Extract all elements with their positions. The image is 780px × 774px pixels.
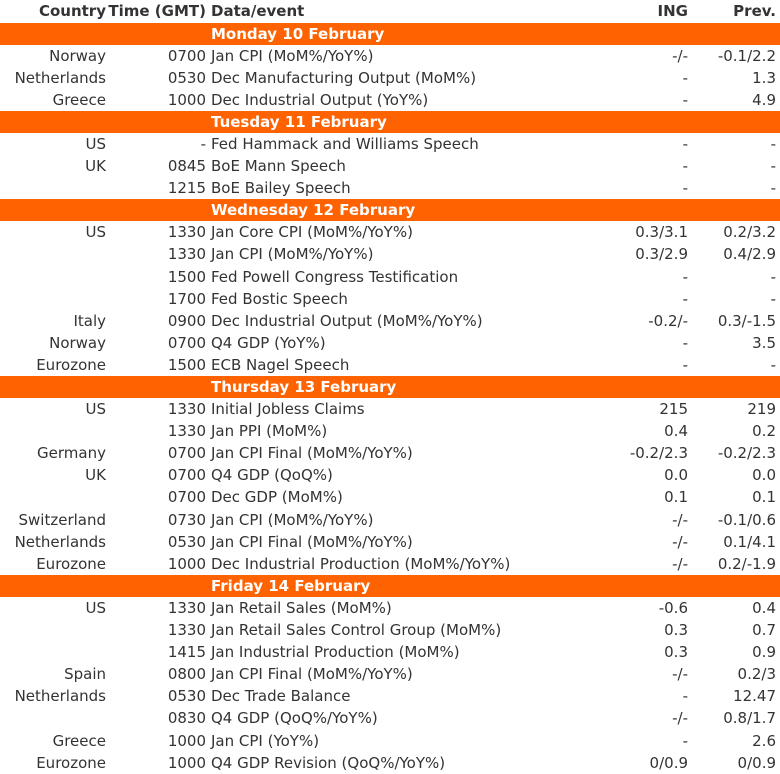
cell-country: US xyxy=(85,400,106,419)
cell-ing-forecast: -/- xyxy=(672,532,688,551)
cell-event: Jan CPI (MoM%/YoY%) xyxy=(211,245,374,264)
cell-event: Dec Industrial Output (YoY%) xyxy=(211,90,429,109)
cell-previous: 0.2/3 xyxy=(737,665,776,684)
table-row xyxy=(0,89,780,111)
cell-ing-forecast: - xyxy=(682,289,688,308)
table-row xyxy=(0,531,780,553)
column-header-country: Country xyxy=(38,2,106,20)
cell-time: 1215 xyxy=(167,179,206,198)
column-header-ing: ING xyxy=(657,2,688,20)
cell-ing-forecast: - xyxy=(682,267,688,286)
table-row xyxy=(0,243,780,265)
cell-previous: 3.5 xyxy=(752,333,776,352)
day-label: Tuesday 11 February xyxy=(211,112,387,131)
cell-ing-forecast: 0.4 xyxy=(664,422,688,441)
cell-country: Netherlands xyxy=(14,687,106,706)
day-sections xyxy=(0,23,780,774)
cell-previous: 4.9 xyxy=(752,90,776,109)
cell-country: Eurozone xyxy=(36,554,106,573)
cell-event: Dec Industrial Output (MoM%/YoY%) xyxy=(211,311,483,330)
table-row xyxy=(0,486,780,508)
cell-country: Greece xyxy=(52,90,106,109)
cell-time: 0700 xyxy=(167,444,206,463)
cell-event: Jan Retail Sales (MoM%) xyxy=(211,598,392,617)
cell-ing-forecast: -/- xyxy=(672,510,688,529)
day-header-row xyxy=(0,111,780,133)
cell-event: Dec GDP (MoM%) xyxy=(211,488,343,507)
cell-time: 1330 xyxy=(167,245,206,264)
column-header-prev: Prev. xyxy=(733,2,776,20)
table-header-row xyxy=(0,0,780,23)
table-row xyxy=(0,310,780,332)
cell-ing-forecast: - xyxy=(682,90,688,109)
cell-time: 1330 xyxy=(167,223,206,242)
cell-ing-forecast: -/- xyxy=(672,46,688,65)
cell-previous: - xyxy=(770,267,776,286)
table-row xyxy=(0,685,780,707)
cell-event: BoE Mann Speech xyxy=(211,157,346,176)
table-row xyxy=(0,398,780,420)
day-label: Friday 14 February xyxy=(211,576,371,595)
table-row xyxy=(0,619,780,641)
cell-event: Jan Retail Sales Control Group (MoM%) xyxy=(211,621,502,640)
cell-time: 0530 xyxy=(167,687,206,706)
cell-time: 1000 xyxy=(167,753,206,772)
cell-country: Norway xyxy=(49,46,106,65)
cell-previous: 0.2/3.2 xyxy=(723,223,776,242)
column-header-event: Data/event xyxy=(211,2,305,20)
cell-country: Netherlands xyxy=(14,532,106,551)
cell-country: US xyxy=(85,598,106,617)
cell-ing-forecast: - xyxy=(682,333,688,352)
cell-country: Spain xyxy=(64,665,106,684)
cell-time: 1330 xyxy=(167,598,206,617)
cell-previous: -0.1/0.6 xyxy=(717,510,776,529)
table-row xyxy=(0,597,780,619)
cell-ing-forecast: - xyxy=(682,355,688,374)
cell-time: 1500 xyxy=(167,267,206,286)
cell-event: Jan Core CPI (MoM%/YoY%) xyxy=(211,223,413,242)
cell-ing-forecast: 0.3/3.1 xyxy=(635,223,688,242)
day-header-row xyxy=(0,23,780,45)
table-row xyxy=(0,641,780,663)
cell-ing-forecast: 0.0 xyxy=(664,466,688,485)
day-header-row xyxy=(0,575,780,597)
cell-previous: -0.2/2.3 xyxy=(717,444,776,463)
cell-ing-forecast: - xyxy=(682,68,688,87)
cell-ing-forecast: - xyxy=(682,179,688,198)
cell-country: UK xyxy=(85,466,106,485)
table-row xyxy=(0,67,780,89)
cell-previous: - xyxy=(770,157,776,176)
cell-time: 1415 xyxy=(167,643,206,662)
table-row xyxy=(0,133,780,155)
table-row xyxy=(0,155,780,177)
day-label: Wednesday 12 February xyxy=(211,201,416,220)
day-label: Thursday 13 February xyxy=(211,378,397,396)
table-row xyxy=(0,266,780,288)
cell-ing-forecast: 215 xyxy=(659,400,688,419)
cell-ing-forecast: - xyxy=(682,157,688,176)
column-header-time: Time (GMT) xyxy=(108,2,206,20)
cell-event: Jan CPI Final (MoM%/YoY%) xyxy=(211,444,413,463)
cell-time: 0700 xyxy=(167,333,206,352)
cell-previous: - xyxy=(770,289,776,308)
cell-time: 0730 xyxy=(167,510,206,529)
cell-previous: 0.4/2.9 xyxy=(723,245,776,264)
cell-country: US xyxy=(85,223,106,242)
cell-previous: 0.9 xyxy=(752,643,776,662)
cell-time: 1000 xyxy=(167,731,206,750)
table-row xyxy=(0,332,780,354)
table-row xyxy=(0,509,780,531)
cell-previous: 0.0 xyxy=(752,466,776,485)
day-label: Monday 10 February xyxy=(211,24,385,43)
cell-ing-forecast: -/- xyxy=(672,665,688,684)
cell-time: - xyxy=(200,134,206,153)
cell-time: 0530 xyxy=(167,68,206,87)
cell-event: Q4 GDP Revision (QoQ%/YoY%) xyxy=(211,753,446,772)
table-row xyxy=(0,420,780,442)
cell-event: Initial Jobless Claims xyxy=(211,400,365,419)
cell-country: Greece xyxy=(52,731,106,750)
cell-country: US xyxy=(85,134,106,153)
table-row xyxy=(0,730,780,752)
cell-ing-forecast: -0.2/- xyxy=(648,311,688,330)
cell-time: 0845 xyxy=(167,157,206,176)
cell-previous: 0.1/4.1 xyxy=(723,532,776,551)
cell-previous: - xyxy=(770,355,776,374)
cell-event: Jan CPI (MoM%/YoY%) xyxy=(211,510,374,529)
cell-ing-forecast: 0.1 xyxy=(664,488,688,507)
cell-event: Fed Hammack and Williams Speech xyxy=(211,134,479,153)
table-row xyxy=(0,45,780,67)
cell-event: Dec Industrial Production (MoM%/YoY%) xyxy=(211,554,511,573)
cell-event: Jan Industrial Production (MoM%) xyxy=(211,643,460,662)
cell-event: Jan CPI (YoY%) xyxy=(211,731,320,750)
cell-previous: - xyxy=(770,134,776,153)
cell-ing-forecast: 0/0.9 xyxy=(649,753,688,772)
cell-time: 1330 xyxy=(167,422,206,441)
cell-previous: 0.1 xyxy=(752,488,776,507)
cell-event: Jan CPI Final (MoM%/YoY%) xyxy=(211,532,413,551)
cell-time: 1500 xyxy=(167,355,206,374)
cell-time: 1330 xyxy=(167,400,206,419)
cell-previous: 2.6 xyxy=(752,731,776,750)
table-row xyxy=(0,354,780,376)
cell-ing-forecast: -0.6 xyxy=(658,598,688,617)
cell-ing-forecast: - xyxy=(682,731,688,750)
cell-ing-forecast: - xyxy=(682,687,688,706)
cell-ing-forecast: 0.3 xyxy=(664,643,688,662)
table-row xyxy=(0,464,780,486)
cell-ing-forecast: -0.2/2.3 xyxy=(629,444,688,463)
cell-time: 0800 xyxy=(167,665,206,684)
cell-event: Jan CPI (MoM%/YoY%) xyxy=(211,46,374,65)
cell-country: Norway xyxy=(49,333,106,352)
cell-previous: 219 xyxy=(747,400,776,419)
cell-previous: 12.47 xyxy=(733,687,776,706)
cell-ing-forecast: -/- xyxy=(672,709,688,728)
cell-country: UK xyxy=(85,157,106,176)
cell-time: 0900 xyxy=(167,311,206,330)
cell-ing-forecast: 0.3/2.9 xyxy=(635,245,688,264)
cell-event: ECB Nagel Speech xyxy=(211,355,350,374)
cell-previous: 1.3 xyxy=(752,68,776,87)
day-header-row xyxy=(0,376,780,398)
cell-previous: 0.2/-1.9 xyxy=(717,554,776,573)
table-row xyxy=(0,752,780,774)
cell-previous: 0.2 xyxy=(752,422,776,441)
cell-country: Switzerland xyxy=(18,510,106,529)
cell-event: Dec Trade Balance xyxy=(211,687,351,706)
table-row xyxy=(0,663,780,685)
cell-previous: 0.8/1.7 xyxy=(723,709,776,728)
cell-time: 0700 xyxy=(167,46,206,65)
cell-time: 0700 xyxy=(167,488,206,507)
cell-previous: 0.4 xyxy=(752,598,776,617)
cell-ing-forecast: - xyxy=(682,134,688,153)
cell-event: BoE Bailey Speech xyxy=(211,179,351,198)
cell-event: Q4 GDP (QoQ%) xyxy=(211,466,333,485)
table-row xyxy=(0,553,780,575)
table-row xyxy=(0,288,780,310)
day-header-row xyxy=(0,199,780,221)
table-row xyxy=(0,707,780,729)
cell-event: Dec Manufacturing Output (MoM%) xyxy=(211,68,477,87)
cell-time: 1330 xyxy=(167,621,206,640)
cell-event: Fed Powell Congress Testification xyxy=(211,267,459,286)
table-row xyxy=(0,177,780,199)
cell-time: 1000 xyxy=(167,90,206,109)
cell-event: Jan PPI (MoM%) xyxy=(211,422,328,441)
cell-time: 1700 xyxy=(167,289,206,308)
cell-time: 1000 xyxy=(167,554,206,573)
cell-previous: 0/0.9 xyxy=(737,753,776,772)
cell-country: Eurozone xyxy=(36,355,106,374)
cell-event: Q4 GDP (YoY%) xyxy=(211,333,326,352)
cell-event: Jan CPI Final (MoM%/YoY%) xyxy=(211,665,413,684)
cell-time: 0830 xyxy=(167,709,206,728)
cell-event: Fed Bostic Speech xyxy=(211,289,348,308)
cell-time: 0530 xyxy=(167,532,206,551)
cell-event: Q4 GDP (QoQ%/YoY%) xyxy=(211,709,378,728)
cell-time: 0700 xyxy=(167,466,206,485)
cell-country: Eurozone xyxy=(36,753,106,772)
cell-previous: -0.1/2.2 xyxy=(717,46,776,65)
cell-previous: 0.7 xyxy=(752,621,776,640)
cell-country: Italy xyxy=(73,311,106,330)
cell-previous: - xyxy=(770,179,776,198)
table-row xyxy=(0,221,780,243)
cell-ing-forecast: -/- xyxy=(672,554,688,573)
cell-country: Germany xyxy=(37,444,106,463)
cell-ing-forecast: 0.3 xyxy=(664,621,688,640)
cell-country: Netherlands xyxy=(14,68,106,87)
cell-previous: 0.3/-1.5 xyxy=(717,311,776,330)
table-row xyxy=(0,442,780,464)
